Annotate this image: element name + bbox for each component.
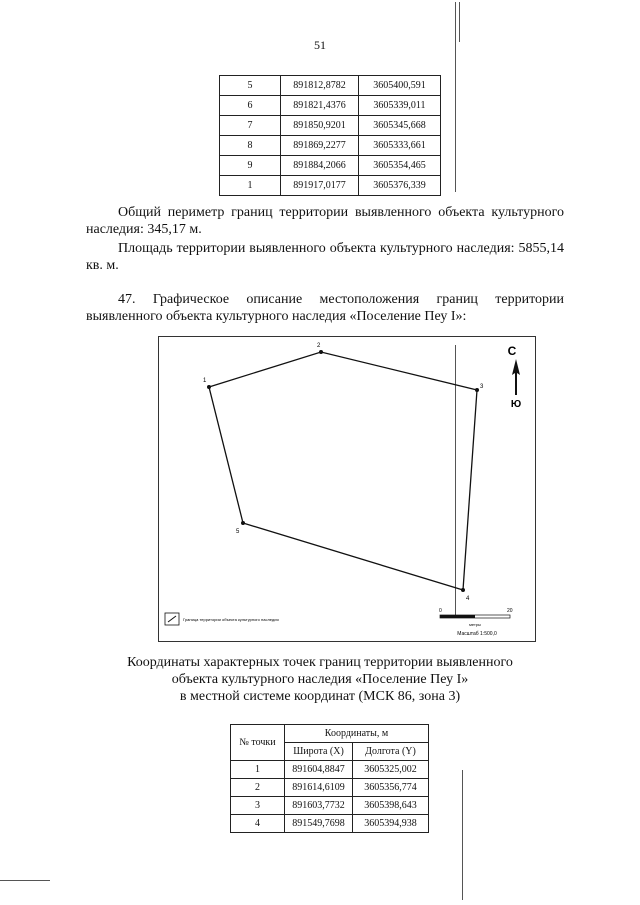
north-arrow-icon — [512, 359, 520, 395]
table-cell: 3605339,011 — [359, 96, 441, 116]
table-cell: 3605376,339 — [359, 176, 441, 196]
table-row — [220, 96, 441, 116]
point-label: 2 — [317, 343, 321, 349]
south-label: Ю — [510, 399, 522, 410]
point-marker — [319, 350, 323, 354]
scale-ratio: Масштаб 1:500,0 — [457, 631, 497, 637]
point-label: 1 — [203, 378, 207, 384]
table-cell: 891604,8847 — [285, 761, 353, 779]
table-cell: 1 — [220, 176, 281, 196]
scale-end: 20 — [507, 608, 513, 614]
point-label: 3 — [480, 384, 484, 390]
area-paragraph: Площадь территории выявленного объекта культурного наследия: 5855,14 кв. м. — [86, 241, 564, 273]
legend-text: Граница территории объекта культурного наследия — [183, 617, 279, 622]
point-label: 5 — [236, 529, 240, 535]
table-cell: 1 — [231, 761, 285, 779]
north-label: С — [507, 344, 517, 358]
table-cell: 3605400,591 — [359, 76, 441, 96]
caption-line-3: в местной системе координат (МСК 86, зона 3) — [179, 689, 461, 704]
item-47-heading: 47. Графическое описание местоположения границ территории выявленного объекта культурного наследия «Поселение Пеу I»: — [86, 292, 564, 324]
table-cell: 891917,0177 — [281, 176, 359, 196]
scale-bar-fill — [440, 615, 475, 618]
caption-line-2: объекта культурного наследия «Поселение Пеу I» — [171, 672, 469, 687]
table-row — [220, 76, 441, 96]
header-point-number: № точки — [231, 725, 285, 761]
table-cell: 891821,4376 — [281, 96, 359, 116]
page-number: 51 — [314, 38, 326, 52]
table-cell: 4 — [231, 815, 285, 833]
table-row — [220, 136, 441, 156]
table-cell: 3605394,938 — [353, 815, 429, 833]
table-cell: 891614,6109 — [285, 779, 353, 797]
table-cell: 3605333,661 — [359, 136, 441, 156]
table-row — [231, 815, 429, 833]
table-row — [231, 761, 429, 779]
table-cell: 3605398,643 — [353, 797, 429, 815]
caption-line-1: Координаты характерных точек границ территории выявленного — [127, 655, 513, 670]
table-cell: 891812,8782 — [281, 76, 359, 96]
table-cell: 7 — [220, 116, 281, 136]
table-cell: 3605345,668 — [359, 116, 441, 136]
table-cell: 891850,9201 — [281, 116, 359, 136]
boundary-map-svg — [159, 337, 535, 641]
scale-start: 0 — [439, 608, 442, 614]
table-cell: 9 — [220, 156, 281, 176]
boundary-map — [158, 336, 536, 642]
table-row — [220, 176, 441, 196]
table-cell: 3 — [231, 797, 285, 815]
table-cell: 891549,7698 — [285, 815, 353, 833]
coordinates-table-continued — [219, 75, 441, 196]
point-marker — [461, 588, 465, 592]
boundary-polygon — [209, 352, 477, 590]
scale-unit: метры — [469, 622, 481, 627]
table-cell: 8 — [220, 136, 281, 156]
table-row — [231, 797, 429, 815]
scan-artifact-line — [0, 880, 50, 881]
table-row — [220, 116, 441, 136]
table-row — [220, 156, 441, 176]
table-cell: 3605356,774 — [353, 779, 429, 797]
table-cell: 6 — [220, 96, 281, 116]
scan-artifact-line — [459, 2, 460, 42]
point-marker — [475, 388, 479, 392]
table-cell: 891884,2066 — [281, 156, 359, 176]
table-cell: 3605325,002 — [353, 761, 429, 779]
header-coordinates: Координаты, м — [285, 725, 429, 743]
table-cell: 891603,7732 — [285, 797, 353, 815]
scan-artifact-line — [462, 770, 463, 900]
table-cell: 2 — [231, 779, 285, 797]
point-marker — [241, 521, 245, 525]
table-cell: 5 — [220, 76, 281, 96]
table-row — [231, 779, 429, 797]
table-header-row — [231, 725, 429, 743]
point-label: 4 — [466, 596, 470, 602]
header-latitude: Широта (X) — [285, 743, 353, 761]
header-longitude: Долгота (Y) — [353, 743, 429, 761]
legend-line-icon — [168, 616, 176, 622]
coordinates-table — [230, 724, 429, 833]
table-cell: 3605354,465 — [359, 156, 441, 176]
point-marker — [207, 385, 211, 389]
scan-artifact-line — [455, 2, 456, 192]
perimeter-paragraph: Общий периметр границ территории выявленного объекта культурного наследия: 345,17 м. — [86, 205, 564, 237]
table-cell: 891869,2277 — [281, 136, 359, 156]
